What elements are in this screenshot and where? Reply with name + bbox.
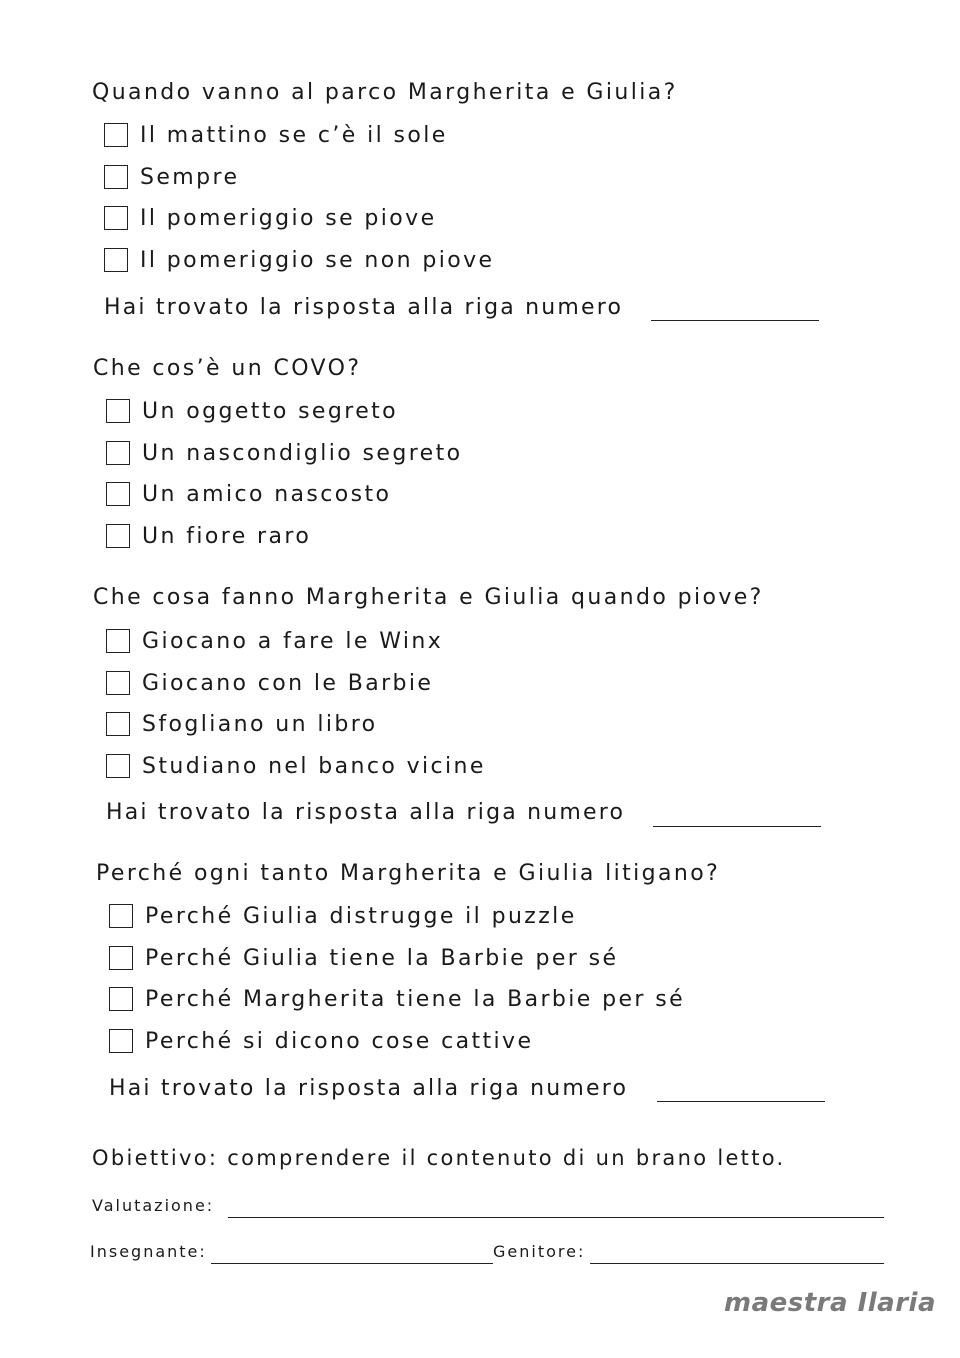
question-2-option-3[interactable]: [106, 480, 391, 508]
question-4-option-4[interactable]: [109, 1027, 533, 1055]
option-label: Un amico nascosto: [142, 481, 392, 507]
question-4-option-2[interactable]: [109, 944, 618, 972]
option-label: Sempre: [140, 164, 240, 190]
question-1-option-4[interactable]: [104, 246, 494, 274]
checkbox[interactable]: [106, 441, 130, 465]
answer-line-blank[interactable]: [653, 826, 821, 827]
checkbox[interactable]: [104, 206, 128, 230]
option-label: Perché Giulia tiene la Barbie per sé: [145, 945, 619, 971]
option-label: Giocano a fare le Winx: [142, 628, 444, 654]
teacher-signature-line[interactable]: [211, 1263, 493, 1264]
checkbox[interactable]: [104, 165, 128, 189]
parent-label: Genitore:: [493, 1242, 586, 1261]
checkbox[interactable]: [106, 482, 130, 506]
checkbox[interactable]: [106, 524, 130, 548]
question-4-option-3[interactable]: [109, 985, 685, 1013]
question-4-text: Perché ogni tanto Margherita e Giulia litigano?: [96, 861, 721, 886]
teacher-label: Insegnante:: [90, 1242, 207, 1261]
checkbox[interactable]: [109, 904, 133, 928]
question-2-text: Che cos’è un COVO?: [93, 356, 362, 381]
question-3-option-3[interactable]: [106, 710, 378, 738]
question-3-option-4[interactable]: [106, 752, 486, 780]
objective-text: Obiettivo: comprendere il contenuto di un brano letto.: [92, 1146, 786, 1170]
question-2-option-1[interactable]: [106, 397, 398, 425]
answer-line-prompt: Hai trovato la risposta alla riga numero: [106, 800, 626, 825]
evaluation-line[interactable]: [228, 1217, 884, 1218]
checkbox[interactable]: [106, 629, 130, 653]
author-signature: maestra Ilaria: [724, 1288, 937, 1318]
checkbox[interactable]: [106, 399, 130, 423]
checkbox[interactable]: [104, 248, 128, 272]
option-label: Il pomeriggio se non piove: [140, 247, 495, 273]
option-label: Giocano con le Barbie: [142, 670, 434, 696]
checkbox[interactable]: [104, 123, 128, 147]
checkbox[interactable]: [109, 987, 133, 1011]
checkbox[interactable]: [109, 946, 133, 970]
option-label: Un fiore raro: [142, 523, 312, 549]
question-3-text: Che cosa fanno Margherita e Giulia quando piove?: [93, 585, 764, 610]
answer-line-prompt: Hai trovato la risposta alla riga numero: [104, 295, 624, 320]
option-label: Sfogliano un libro: [142, 711, 378, 737]
answer-line-blank[interactable]: [657, 1101, 825, 1102]
checkbox[interactable]: [106, 712, 130, 736]
question-4-option-1[interactable]: [109, 902, 577, 930]
answer-line-prompt: Hai trovato la risposta alla riga numero: [109, 1076, 629, 1101]
question-2-option-4[interactable]: [106, 522, 311, 550]
evaluation-label: Valutazione:: [92, 1196, 215, 1215]
checkbox[interactable]: [106, 754, 130, 778]
question-1-option-2[interactable]: [104, 163, 239, 191]
parent-signature-line[interactable]: [590, 1263, 884, 1264]
option-label: Studiano nel banco vicine: [142, 753, 486, 779]
option-label: Un nascondiglio segreto: [142, 440, 463, 466]
answer-line-blank[interactable]: [651, 320, 819, 321]
option-label: Perché si dicono cose cattive: [145, 1028, 534, 1054]
question-3-option-2[interactable]: [106, 669, 433, 697]
option-label: Perché Margherita tiene la Barbie per sé: [145, 986, 686, 1012]
option-label: Un oggetto segreto: [142, 398, 399, 424]
option-label: Il pomeriggio se piove: [140, 205, 437, 231]
question-1-option-1[interactable]: [104, 121, 448, 149]
question-1-text: Quando vanno al parco Margherita e Giulia?: [92, 80, 678, 105]
option-label: Perché Giulia distrugge il puzzle: [145, 903, 577, 929]
checkbox[interactable]: [109, 1029, 133, 1053]
question-3-option-1[interactable]: [106, 627, 443, 655]
question-1-option-3[interactable]: [104, 204, 437, 232]
checkbox[interactable]: [106, 671, 130, 695]
question-2-option-2[interactable]: [106, 439, 463, 467]
option-label: Il mattino se c’è il sole: [140, 122, 448, 148]
